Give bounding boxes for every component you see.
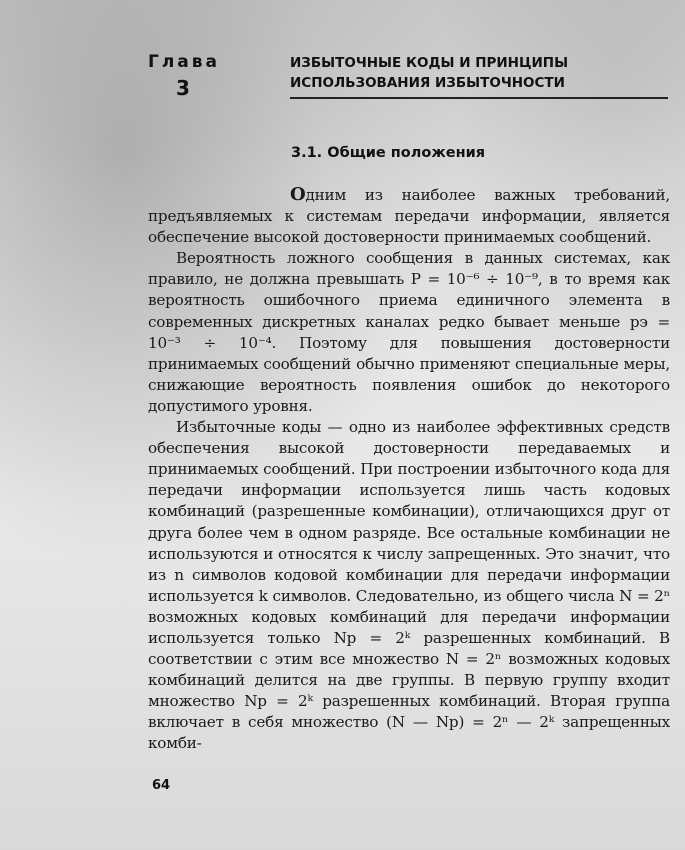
drop-initial: О xyxy=(290,184,306,205)
paragraph-1 xyxy=(148,184,670,248)
paragraph-2: Вероятность ложного сообщения в данных системах, как правило, не должна превышать P = 10⁻⁶ ÷ 10⁻⁹, в то время как вероятность ошибочного приема единичного элемента в современных дискретных каналах редко бывает меньше pэ = 10⁻³ ÷ 10⁻⁴. Поэтому для повышения достоверности принимаемых сообщений обычно применяют специальные меры, снижающие вероятность появления ошибок до некоторого допустимого уровня. xyxy=(148,249,670,415)
section-heading: 3.1. Общие положения xyxy=(291,145,486,161)
chapter-title-line-2: ИСПОЛЬЗОВАНИЯ ИЗБЫТОЧНОСТИ xyxy=(290,75,565,91)
paragraph-3: Избыточные коды — одно из наиболее эффективных средств обеспечения высокой достоверности передаваемых и принимаемых сообщений. При построении избыточного кода для передачи информации используется лишь часть кодовых комбинаций (разрешенные комбинации), отличающихся друг от друга более чем в одном разряде. Все остальные комбинации не используются и относятся к числу запрещенных. Это значит, что из n символов кодовой комбинации для передачи информации используется k символов. Следовательно, из общего числа N = 2ⁿ возможных кодовых комбинаций для передачи информации используется только Nр = 2ᵏ разрешенных комбинаций. В соответствии с этим все множество N = 2ⁿ возможных кодовых комбинаций делится на две группы. В первую группу входит множество Nр = 2ᵏ разрешенных комбинаций. Вторая группа включает в себя множество (N — Nр) = 2ⁿ — 2ᵏ запрещенных комби- xyxy=(148,418,670,753)
chapter-label: Глава xyxy=(148,52,220,72)
paragraph-1-text: дним из наиболее важных требований, предъявляемых к системам передачи информации, является обеспечение высокой достоверности принимаемых сообщений. xyxy=(148,186,670,247)
body-text xyxy=(148,184,670,755)
chapter-title-rule xyxy=(290,97,668,99)
chapter-title xyxy=(290,53,590,93)
chapter-title-line-1: ИЗБЫТОЧНЫЕ КОДЫ И ПРИНЦИПЫ xyxy=(290,55,569,71)
page-number: 64 xyxy=(152,778,171,793)
chapter-number: 3 xyxy=(176,76,190,100)
